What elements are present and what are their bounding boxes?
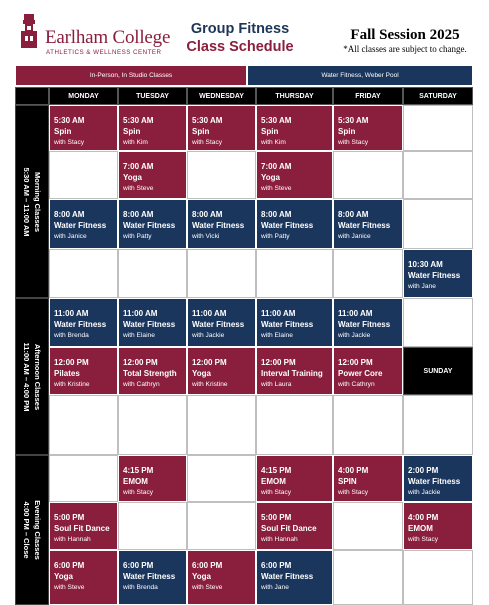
empty-cell <box>187 395 256 455</box>
class-time: 12:00 PM <box>261 358 296 367</box>
class-instructor: with Jackie <box>338 332 371 339</box>
section-label <box>15 298 49 455</box>
empty-cell <box>118 249 187 298</box>
class-cell <box>256 347 333 395</box>
class-name: Water Fitness <box>261 320 314 329</box>
section-label <box>15 455 49 605</box>
empty-cell <box>187 502 256 550</box>
class-name: Water Fitness <box>192 320 245 329</box>
page-title: Group Fitness <box>190 21 290 37</box>
class-cell <box>403 502 473 550</box>
class-cell <box>49 199 118 249</box>
day-header-thursday: THURSDAY <box>256 87 333 105</box>
class-instructor: with Kim <box>123 139 148 146</box>
empty-cell <box>118 502 187 550</box>
class-cell <box>333 298 403 347</box>
empty-cell <box>403 298 473 347</box>
class-name: Spin <box>123 127 141 136</box>
class-cell <box>403 455 473 502</box>
class-instructor: with Brenda <box>123 584 158 591</box>
class-time: 6:00 PM <box>54 561 85 570</box>
class-name: Water Fitness <box>338 320 391 329</box>
class-instructor: with Steve <box>261 185 292 192</box>
class-name: Yoga <box>261 173 280 182</box>
section-title: Morning Classes <box>33 171 42 232</box>
class-time: 7:00 AM <box>261 162 292 171</box>
class-name: Spin <box>261 127 279 136</box>
class-time: 4:15 PM <box>123 466 154 475</box>
class-name: Water Fitness <box>338 221 391 230</box>
empty-cell <box>333 249 403 298</box>
empty-cell <box>403 550 473 605</box>
class-time: 8:00 AM <box>338 210 369 219</box>
class-cell <box>256 550 333 605</box>
empty-cell <box>187 249 256 298</box>
class-time: 11:00 AM <box>54 309 89 318</box>
class-time: 12:00 PM <box>192 358 227 367</box>
day-header-saturday: SATURDAY <box>403 87 473 105</box>
class-instructor: with Janice <box>338 233 371 240</box>
class-cell <box>187 347 256 395</box>
class-time: 11:00 AM <box>123 309 158 318</box>
class-instructor: with Patty <box>123 233 152 240</box>
empty-cell <box>403 151 473 199</box>
section-time-range: 11:00 AM – 4:00 PM <box>22 342 31 411</box>
class-cell <box>49 347 118 395</box>
class-name: Total Strength <box>123 369 177 378</box>
class-instructor: with Kristine <box>54 381 90 388</box>
class-time: 4:15 PM <box>261 466 292 475</box>
class-name: Yoga <box>123 173 142 182</box>
section-label-text <box>21 167 43 236</box>
class-time: 6:00 PM <box>192 561 223 570</box>
class-instructor: with Cathryn <box>123 381 160 388</box>
class-name: Spin <box>338 127 356 136</box>
class-time: 11:00 AM <box>338 309 373 318</box>
class-name: Water Fitness <box>408 271 461 280</box>
class-cell <box>403 249 473 298</box>
empty-cell <box>333 502 403 550</box>
class-cell <box>118 347 187 395</box>
session-label: Fall Session 2025 <box>350 27 460 43</box>
empty-cell <box>187 151 256 199</box>
class-instructor: with Jane <box>408 283 436 290</box>
class-time: 12:00 PM <box>123 358 158 367</box>
class-name: Water Fitness <box>408 477 461 486</box>
college-name: Earlham College <box>45 27 171 48</box>
class-instructor: with Stacy <box>192 139 223 146</box>
college-logo <box>18 12 171 56</box>
class-instructor: with Vicki <box>192 233 220 240</box>
empty-cell <box>333 550 403 605</box>
class-cell <box>256 199 333 249</box>
bell-tower-icon <box>18 14 40 48</box>
class-time: 11:00 AM <box>261 309 296 318</box>
class-name: Water Fitness <box>123 572 176 581</box>
section-title: Evening Classes <box>33 500 42 560</box>
class-instructor: with Jackie <box>192 332 225 339</box>
day-header-tuesday: TUESDAY <box>118 87 187 105</box>
empty-cell <box>49 249 118 298</box>
class-cell <box>256 105 333 151</box>
water-fitness-band: Water Fitness, Weber Pool <box>248 66 472 85</box>
class-time: 5:30 AM <box>123 116 154 125</box>
class-instructor: with Jackie <box>408 489 441 496</box>
class-time: 6:00 PM <box>123 561 154 570</box>
disclaimer-note: *All classes are subject to change. <box>343 44 467 54</box>
class-name: Water Fitness <box>261 572 314 581</box>
class-time: 8:00 AM <box>261 210 292 219</box>
class-cell <box>118 298 187 347</box>
class-cell <box>333 455 403 502</box>
class-time: 5:00 PM <box>261 513 292 522</box>
class-name: Water Fitness <box>54 221 107 230</box>
class-cell <box>49 298 118 347</box>
class-cell <box>49 502 118 550</box>
class-name: Spin <box>54 127 72 136</box>
class-instructor: with Laura <box>261 381 292 388</box>
class-time: 5:30 AM <box>338 116 369 125</box>
class-instructor: with Stacy <box>338 489 369 496</box>
class-name: Interval Training <box>261 369 323 378</box>
schedule-grid <box>15 87 473 605</box>
empty-cell <box>256 249 333 298</box>
empty-cell <box>333 151 403 199</box>
class-cell <box>187 550 256 605</box>
class-name: Yoga <box>192 369 211 378</box>
class-cell <box>256 502 333 550</box>
class-time: 8:00 AM <box>192 210 223 219</box>
class-instructor: with Brenda <box>54 332 89 339</box>
college-subtitle: ATHLETICS & WELLNESS CENTER <box>46 49 162 56</box>
class-name: Soul Fit Dance <box>54 524 110 533</box>
class-instructor: with Kristine <box>192 381 228 388</box>
class-cell <box>49 105 118 151</box>
section-label <box>15 105 49 298</box>
class-instructor: with Stacy <box>408 536 439 543</box>
empty-cell <box>118 395 187 455</box>
class-cell <box>187 199 256 249</box>
class-cell <box>118 105 187 151</box>
class-name: Water Fitness <box>123 320 176 329</box>
class-instructor: with Jane <box>261 584 289 591</box>
class-instructor: with Elaine <box>261 332 293 339</box>
class-name: EMOM <box>123 477 148 486</box>
section-time-range: 5:30 AM – 11:00 AM <box>22 166 31 237</box>
class-time: 5:00 PM <box>54 513 85 522</box>
class-instructor: with Stacy <box>261 489 292 496</box>
class-name: EMOM <box>261 477 286 486</box>
empty-cell <box>403 395 473 455</box>
class-cell <box>118 151 187 199</box>
class-cell <box>118 199 187 249</box>
in-studio-band: In-Person, In Studio Classes <box>16 66 246 85</box>
corner-cell <box>15 87 49 105</box>
class-time: 12:00 PM <box>338 358 373 367</box>
page-subtitle: Class Schedule <box>186 39 294 55</box>
section-label-text <box>21 500 43 560</box>
class-time: 2:00 PM <box>408 466 439 475</box>
class-cell <box>187 298 256 347</box>
class-name: Water Fitness <box>192 221 245 230</box>
class-name: Pilates <box>54 369 80 378</box>
empty-cell <box>403 105 473 151</box>
empty-cell <box>49 395 118 455</box>
class-cell <box>256 298 333 347</box>
class-instructor: with Stacy <box>338 139 369 146</box>
empty-cell <box>403 199 473 249</box>
class-cell <box>333 105 403 151</box>
class-time: 10:30 AM <box>408 260 443 269</box>
class-instructor: with Elaine <box>123 332 155 339</box>
empty-cell <box>333 395 403 455</box>
class-time: 5:30 AM <box>192 116 223 125</box>
class-time: 6:00 PM <box>261 561 292 570</box>
class-instructor: with Cathryn <box>338 381 375 388</box>
class-time: 8:00 AM <box>54 210 85 219</box>
class-name: Spin <box>192 127 210 136</box>
day-header-monday: MONDAY <box>49 87 118 105</box>
class-cell <box>118 455 187 502</box>
class-cell <box>49 550 118 605</box>
sunday-header: SUNDAY <box>403 347 473 395</box>
class-time: 8:00 AM <box>123 210 154 219</box>
class-instructor: with Stacy <box>54 139 85 146</box>
class-name: Yoga <box>192 572 211 581</box>
class-name: Water Fitness <box>54 320 107 329</box>
empty-cell <box>49 151 118 199</box>
class-instructor: with Janice <box>54 233 87 240</box>
class-instructor: with Stacy <box>123 489 154 496</box>
class-cell <box>256 455 333 502</box>
empty-cell <box>187 455 256 502</box>
empty-cell <box>49 455 118 502</box>
class-instructor: with Hannah <box>261 536 298 543</box>
class-time: 4:00 PM <box>408 513 439 522</box>
class-time: 5:30 AM <box>261 116 292 125</box>
class-name: SPIN <box>338 477 357 486</box>
class-time: 4:00 PM <box>338 466 369 475</box>
class-name: Power Core <box>338 369 383 378</box>
class-instructor: with Hannah <box>54 536 91 543</box>
empty-cell <box>256 395 333 455</box>
class-instructor: with Steve <box>192 584 223 591</box>
class-instructor: with Kim <box>261 139 286 146</box>
class-name: Water Fitness <box>123 221 176 230</box>
class-instructor: with Steve <box>54 584 85 591</box>
class-cell <box>333 199 403 249</box>
class-time: 5:30 AM <box>54 116 85 125</box>
class-cell <box>256 151 333 199</box>
class-name: EMOM <box>408 524 433 533</box>
class-instructor: with Steve <box>123 185 154 192</box>
class-time: 11:00 AM <box>192 309 227 318</box>
class-cell <box>187 105 256 151</box>
class-cell <box>333 347 403 395</box>
section-label-text <box>21 342 43 411</box>
day-header-wednesday: WEDNESDAY <box>187 87 256 105</box>
class-time: 7:00 AM <box>123 162 154 171</box>
section-title: Afternoon Classes <box>33 343 42 410</box>
day-header-friday: FRIDAY <box>333 87 403 105</box>
class-name: Soul Fit Dance <box>261 524 317 533</box>
class-name: Water Fitness <box>261 221 314 230</box>
section-time-range: 4:00 PM – Close <box>22 501 31 559</box>
class-instructor: with Patty <box>261 233 290 240</box>
class-time: 12:00 PM <box>54 358 89 367</box>
class-cell <box>118 550 187 605</box>
class-name: Yoga <box>54 572 73 581</box>
